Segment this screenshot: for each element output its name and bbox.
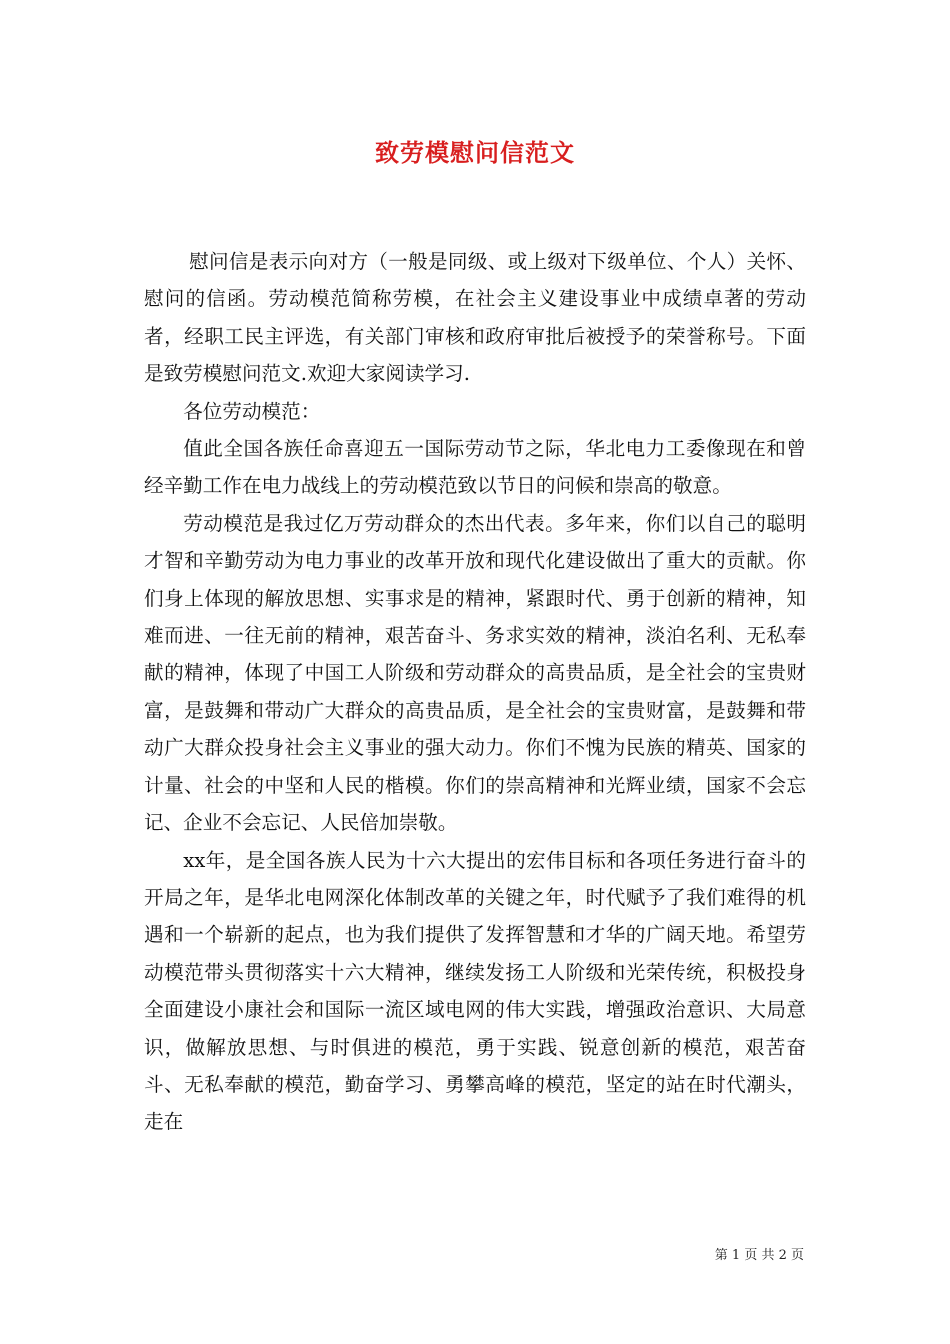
body-paragraph: xx年，是全国各族人民为十六大提出的宏伟目标和各项任务进行奋斗的开局之年，是华北电网深化体制改革的关键之年，时代赋予了我们难得的机遇和一个崭新的起点，也为我们提供了发挥智慧和才华的广阔天地。希望劳动模范带头贯彻落实十六大精神，继续发扬工人阶级和光荣传统，积极投身全面建设小康社会和国际一流区域电网的伟大实践，增强政治意识、大局意识，做解放思想、与时俱进的模范，勇于实践、锐意创新的模范，艰苦奋斗、无私奉献的模范，勤奋学习、勇攀高峰的模范，坚定的站在时代潮头，走在 — [144, 848, 806, 1134]
body-paragraph: 值此全国各族任命喜迎五一国际劳动节之际，华北电力工委像现在和曾经辛勤工作在电力战线上的劳动模范致以节日的问候和崇高的敬意。 — [144, 437, 806, 498]
body-paragraph: 劳动模范是我过亿万劳动群众的杰出代表。多年来，你们以自己的聪明才智和辛勤劳动为电力事业的改革开放和现代化建设做出了重大的贡献。你们身上体现的解放思想、实事求是的精神，紧跟时代、勇于创新的精神，知难而进、一往无前的精神，艰苦奋斗、务求实效的精神，淡泊名利、无私奉献的精神，体现了中国工人阶级和劳动群众的高贵品质，是全社会的宝贵财富，是鼓舞和带动广大群众的高贵品质，是全社会的宝贵财富，是鼓舞和带动广大群众投身社会主义事业的强大动力。你们不愧为民族的精英、国家的计量、社会的中坚和人民的楷模。你们的崇高精神和光辉业绩，国家不会忘记、企业不会忘记、人民倍加崇敬。 — [144, 511, 806, 835]
intro-paragraph: 慰问信是表示向对方（一般是同级、或上级对下级单位、个人）关怀、慰问的信函。劳动模范简称劳模，在社会主义建设事业中成绩卓著的劳动者，经职工民主评选，有关部门审核和政府审批后被授予的荣誉称号。下面是致劳模慰问范文.欢迎大家阅读学习. — [144, 250, 806, 386]
document-body — [144, 243, 806, 1141]
page-number: 第 1 页 共 2 页 — [714, 1248, 804, 1263]
salutation: 各位劳动模范： — [183, 399, 321, 423]
document-title: 致劳模慰问信范文 — [375, 138, 575, 167]
